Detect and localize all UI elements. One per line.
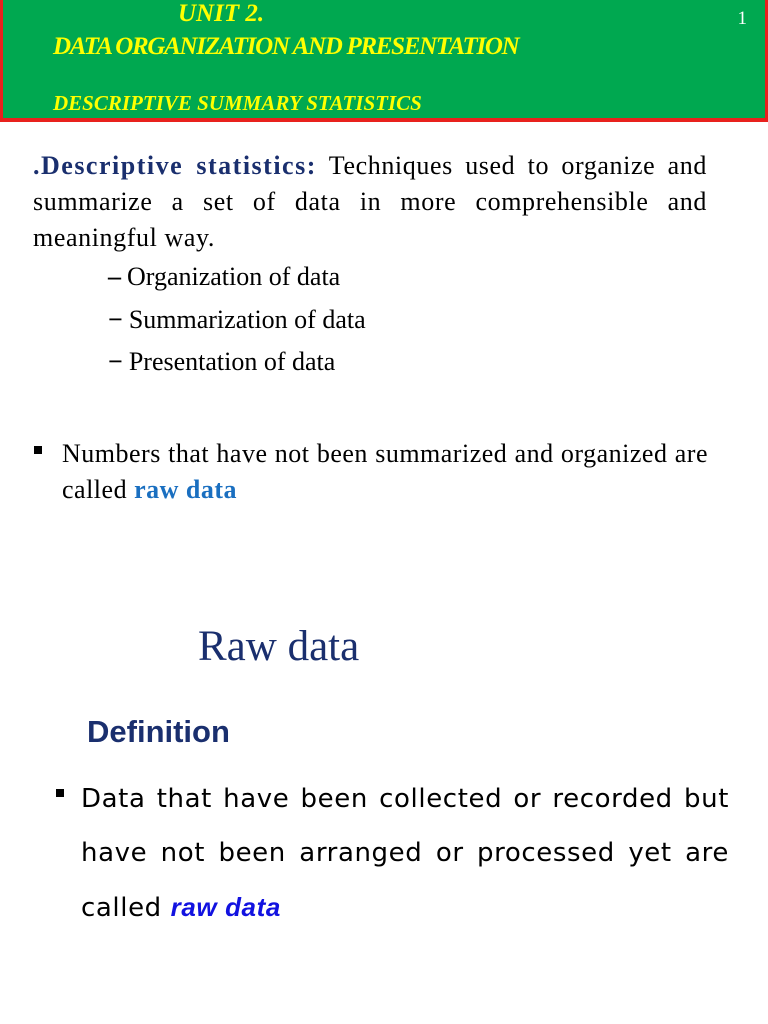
dash-icon: − [108,347,123,376]
raw-data-highlight: raw data [134,475,238,504]
raw-data-bullet [62,436,708,508]
slide-subtitle: DESCRIPTIVE SUMMARY STATISTICS [53,91,422,115]
intro-text: Techniques used to organize and summarize a set of data in more comprehensible and meaningful way. [33,151,707,252]
square-bullet-icon [56,789,64,797]
unit-label: UNIT 2. [178,0,265,27]
definition-heading: Definition [87,714,230,749]
dash-icon: − [108,305,123,334]
intro-paragraph [33,148,707,256]
sub-item-organization [108,262,340,292]
definition-text: Data that have been collected or recorded but have not been arranged or processed yet are called [81,784,729,923]
raw-data-emphasis: raw data [170,892,281,922]
definition-bullet [81,772,729,935]
square-bullet-icon [34,446,42,454]
sub-item-label: Presentation of data [128,347,336,376]
slide-header [0,0,768,122]
sub-item-summarization [108,305,366,335]
sub-item-presentation [108,347,335,377]
slide-title: DATA ORGANIZATION AND PRESENTATION [53,33,519,60]
raw-data-title: Raw data [198,623,360,670]
dash-icon: – [108,262,121,291]
intro-term: .Descriptive statistics: [33,151,317,180]
slide-number: 1 [737,8,747,29]
bullet-text: Numbers that have not been summarized and organized are called [62,439,708,504]
sub-item-label: Summarization of data [128,305,366,334]
sub-item-label: Organization of data [127,262,341,291]
